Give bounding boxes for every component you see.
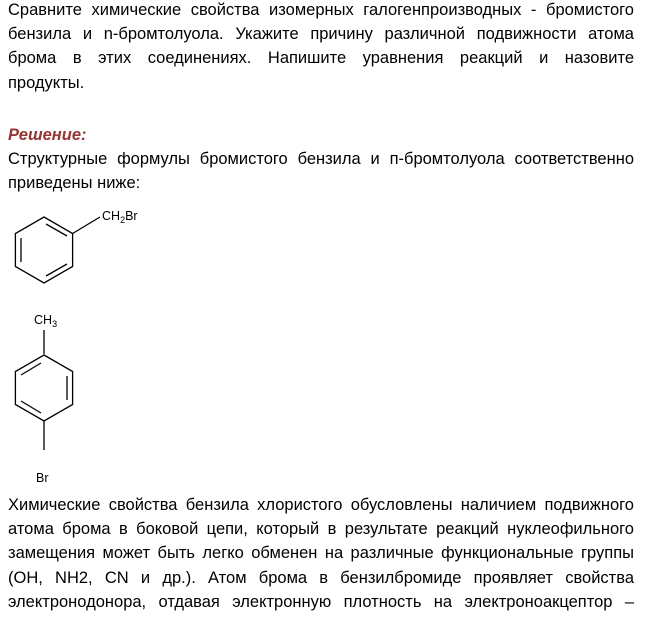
task-line: Сравните химические свойства изомерных галогенпроизводных - бромистого: [8, 1, 634, 19]
p-bromotoluene-structure: [0, 308, 120, 488]
task-line: продукты.: [8, 73, 85, 92]
task-paragraph: [8, 0, 634, 95]
benzyl-bromide-structure: [0, 200, 200, 300]
solution-heading: Решение:: [8, 126, 87, 144]
explanation-line: электронодонора, отдавая электронную плотность на электроноакцептор –: [8, 592, 634, 611]
explanation-line: атома брома в боковой цепи, который в результате реакций нуклеофильного: [8, 520, 634, 539]
intro-line: Структурные формулы бромистого бензила и п-бромтолуола соответственно: [8, 150, 634, 168]
explanation-line: (OH, NH2, CN и др.). Атом брома в бензилбромиде проявляет свойства: [8, 568, 634, 587]
explanation-line: замещения может быть легко обменен на различные функциональные группы: [8, 544, 634, 563]
intro-line: приведены ниже:: [8, 174, 141, 193]
explanation-line: Химические свойства бензила хлористого обусловлены наличием подвижного: [8, 496, 634, 514]
explanation-paragraph: [8, 493, 634, 614]
ch3-label: $CH_3$: [34, 313, 58, 329]
solution-intro: [8, 147, 634, 195]
br-label: Br: [36, 471, 49, 485]
task-line: брома в этих соединениях. Напишите уравнения реакций и назовите: [8, 49, 634, 68]
task-line: бензила и n-бромтолуола. Укажите причину различной подвижности атома: [8, 25, 634, 44]
ch2br-label: $CH_2Br$: [102, 209, 138, 225]
